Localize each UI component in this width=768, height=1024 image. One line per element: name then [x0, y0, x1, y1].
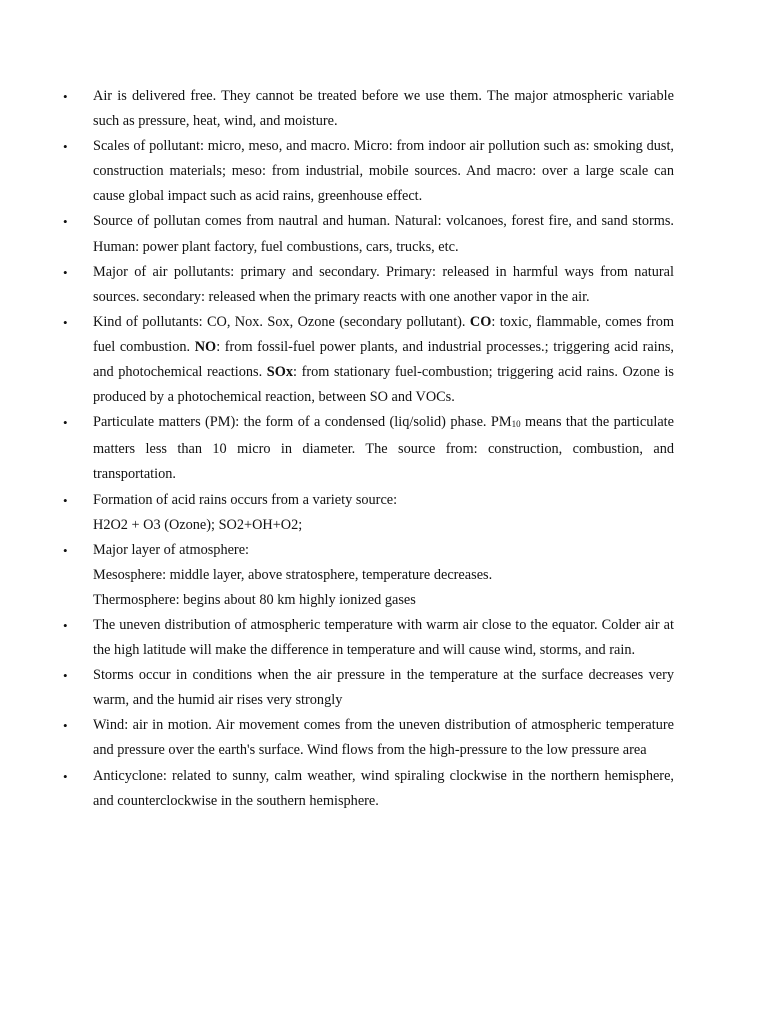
item-subline: Thermosphere: begins about 80 km highly ionized gases [93, 591, 416, 608]
bullet-icon: • [63, 139, 68, 155]
item-text: Air is delivered free. They cannot be treated before we use them. The major atmospheric variable such as pressure, heat, wind, and moisture. [93, 88, 674, 130]
bold-term-no: NO [194, 338, 217, 355]
item-text: Formation of acid rains occurs from a variety source: [93, 491, 398, 508]
bullet-icon: • [63, 264, 68, 280]
bullet-list [60, 84, 674, 814]
item-text: Major of air pollutants: primary and secondary. Primary: released in harmful ways from natural sources. secondary: released when the primary reacts with one another vapor in the air. [93, 263, 674, 305]
item-text: Major layer of atmosphere: [93, 541, 250, 558]
list-item [60, 538, 674, 613]
list-item [60, 663, 674, 713]
list-item [60, 613, 674, 663]
item-text: Source of pollutan comes from nautral and human. Natural: volcanoes, forest fire, and sand storms. Human: power plant factory, fuel combustions, cars, trucks, etc. [93, 213, 674, 255]
bullet-icon: • [63, 492, 68, 508]
item-text: : from fossil-fuel power plants, and industrial processes.; triggering acid rains, and photochemical reactions. [93, 338, 674, 381]
bullet-icon: • [63, 718, 68, 734]
item-text: Kind of pollutants: CO, Nox. Sox, Ozone (secondary pollutant). [93, 313, 470, 330]
item-subline: Mesosphere: middle layer, above stratosphere, temperature decreases. [93, 566, 493, 583]
bullet-icon: • [63, 617, 68, 633]
item-subline: H2O2 + O3 (Ozone); SO2+OH+O2; [93, 516, 303, 533]
item-text: : toxic, flammable, comes from fuel combustion. [93, 313, 674, 355]
bullet-icon: • [63, 768, 68, 784]
bullet-icon: • [63, 542, 68, 558]
item-text: Storms occur in conditions when the air pressure in the temperature at the surface decreases very warm, and the humid air rises very strongly [93, 667, 674, 709]
list-item [60, 410, 674, 487]
list-item [60, 713, 674, 763]
bullet-icon: • [63, 89, 68, 104]
item-text: Scales of pollutant: micro, meso, and macro. Micro: from indoor air pollution such as: smoking dust, construction materials; meso: from industrial, mobile sources. And macro: over a large scale can cause global impact such as acid rains, greenhouse effect. [93, 138, 674, 205]
bullet-icon: • [63, 214, 68, 230]
bold-term-sox: SOx [266, 364, 293, 381]
bullet-icon: • [63, 668, 68, 684]
item-text: The uneven distribution of atmospheric temperature with warm air close to the equator. Colder air at the high latitude will make the difference in temperature and will cause wind, storms, and rain. [93, 616, 674, 659]
bullet-icon: • [63, 415, 68, 431]
item-text: : from stationary fuel-combustion; triggering acid rains. Ozone is produced by a photochemical reaction, between SO and VOCs. [93, 364, 674, 406]
bold-term-co: CO [469, 313, 492, 330]
item-text: Wind: air in motion. Air movement comes from the uneven distribution of atmospheric temperature and pressure over the earth's surface. Wind flows from the high-pressure to the low pressure area [93, 717, 674, 759]
list-item [60, 488, 674, 538]
bullet-icon: • [63, 314, 68, 330]
item-text: Particulate matters (PM): the form of a condensed (liq/solid) phase. PM [93, 414, 512, 431]
list-item [60, 764, 674, 814]
list-item [60, 260, 674, 310]
item-text: Anticyclone: related to sunny, calm weather, wind spiraling clockwise in the northern hemisphere, and counterclockwise in the southern hemisphere. [93, 767, 674, 809]
subscript: 10 [511, 419, 521, 430]
list-item [60, 134, 674, 209]
list-item [60, 84, 674, 134]
list-item [60, 209, 674, 259]
list-item [60, 310, 674, 410]
item-text: means that the particulate matters less than 10 micro in diameter. The source from: construction, combustion, and transportation. [93, 414, 674, 483]
